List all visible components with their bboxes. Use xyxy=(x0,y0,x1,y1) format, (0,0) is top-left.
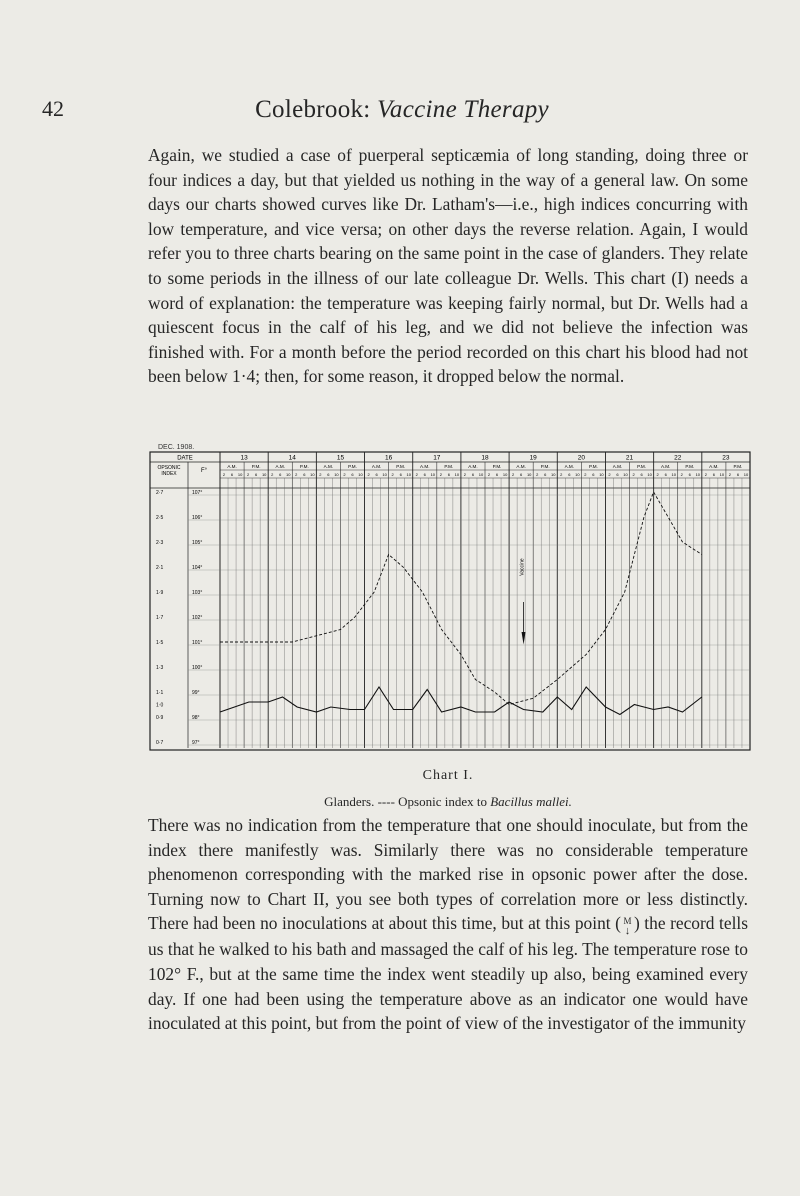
hour-label: 6 xyxy=(351,472,354,477)
hour-label: 2 xyxy=(319,472,322,477)
paragraph-discussion-tail: the record tells us that he walked to his bath and massaged the calf of his leg. The temperature rose to 102° F., but at the same time the index went steadily up also, being examined every day. If one had been using the temperature above as an indicator one would have inoculated at this point, but from the point of view of the investigator of the immunity xyxy=(148,913,749,1034)
ampm-label: A.M. xyxy=(660,464,671,469)
hour-label: 6 xyxy=(303,472,306,477)
hour-label: 10 xyxy=(430,472,436,477)
hour-label: 6 xyxy=(616,472,619,477)
ampm-label: A.M. xyxy=(371,464,382,469)
hour-label: 10 xyxy=(334,472,339,477)
hour-label: 2 xyxy=(463,472,467,477)
hour-label: 6 xyxy=(544,472,547,477)
hour-label: 10 xyxy=(599,472,604,477)
hour-label: 2 xyxy=(487,472,491,477)
hour-label: 6 xyxy=(688,472,691,477)
date-label: 23 xyxy=(722,454,730,462)
ampm-label: P.M. xyxy=(444,464,454,469)
legend-organism: Bacillus mallei. xyxy=(490,794,572,809)
ampm-label: A.M. xyxy=(564,464,575,469)
hour-label: 6 xyxy=(640,472,643,477)
hour-label: 10 xyxy=(406,472,411,477)
hour-label: 2 xyxy=(391,472,394,477)
hour-label: 2 xyxy=(632,472,635,477)
temp-tick: 106° xyxy=(192,515,203,521)
hour-label: 2 xyxy=(680,472,683,477)
date-label: 19 xyxy=(529,454,537,462)
hour-label: 2 xyxy=(536,472,539,477)
vaccine-arrowhead xyxy=(522,632,526,645)
ampm-label: A.M. xyxy=(612,464,623,469)
opsonic-tick: 0·7 xyxy=(156,740,164,746)
hour-label: 6 xyxy=(712,472,715,477)
temp-tick: 104° xyxy=(192,565,203,571)
hour-label: 10 xyxy=(261,472,267,477)
opsonic-tick: 2·3 xyxy=(156,540,164,546)
glanders-chart xyxy=(150,444,750,752)
ampm-label: P.M. xyxy=(299,464,309,469)
ampm-label: P.M. xyxy=(588,464,598,469)
ampm-label: P.M. xyxy=(540,464,550,469)
legend-prefix: Glanders. xyxy=(324,794,375,809)
opsonic-header-2: INDEX xyxy=(161,471,177,477)
ampm-label: A.M. xyxy=(323,464,334,469)
date-label: 20 xyxy=(577,454,585,462)
temp-tick: 99° xyxy=(192,690,200,696)
paragraph-discussion: There was no indication from the temperature that one should inoculate, but from the index there manifestly was. Similarly there was no considerable temperature phenomenon corresponding with the marked rise in opsonic power after the dose. Turning now to Chart II, you see both types of correlation more or less distinctly. There had been no inoculations at about this time, but at this point ( M ↓ ) the record tells us that he walked to his bath and massaged the calf of his leg. The temperature rose to 102° F., but at the same time the index went steadily up also, being examined every day. If one had been using the temperature above as an indicator one would have inoculated at this point, but from the point of view of the investigator of the immunity xyxy=(148,815,749,1034)
opsonic-tick: 1·3 xyxy=(156,665,164,671)
date-label: 18 xyxy=(481,454,489,462)
chart-caption: Chart I. xyxy=(422,768,474,783)
hour-label: 6 xyxy=(230,472,234,477)
hour-label: 10 xyxy=(286,472,291,477)
ampm-label: A.M. xyxy=(227,464,237,469)
hour-label: 10 xyxy=(382,472,387,477)
hour-label: 6 xyxy=(447,472,450,477)
ampm-label: P.M. xyxy=(685,464,695,469)
temp-tick: 98° xyxy=(192,715,200,721)
temp-tick: 107° xyxy=(192,490,203,496)
hour-label: 2 xyxy=(415,472,418,477)
hour-label: 6 xyxy=(471,472,475,477)
ampm-label: A.M. xyxy=(468,464,478,469)
ampm-label: P.M. xyxy=(251,464,261,469)
temp-tick: 100° xyxy=(192,665,203,671)
hour-label: 2 xyxy=(343,472,346,477)
chart-legend xyxy=(148,794,748,810)
hour-label: 10 xyxy=(719,472,725,477)
hour-label: 2 xyxy=(584,472,587,477)
opsonic-tick: 1·0 xyxy=(156,702,164,709)
month-label: DEC. 1908. xyxy=(158,444,195,451)
hour-label: 10 xyxy=(743,472,749,477)
running-head-title: Vaccine Therapy xyxy=(377,96,549,123)
hour-label: 10 xyxy=(310,472,315,477)
hour-label: 2 xyxy=(560,472,563,477)
hour-label: 2 xyxy=(656,472,659,477)
hour-label: 10 xyxy=(575,472,580,477)
date-label: 14 xyxy=(288,454,296,462)
opsonic-tick: 2·5 xyxy=(156,515,164,521)
hour-label: 2 xyxy=(728,472,732,477)
hour-label: 10 xyxy=(358,472,363,477)
hour-label: 6 xyxy=(520,472,523,477)
ampm-label: P.M. xyxy=(637,464,647,469)
temp-header: F° xyxy=(200,468,208,474)
hour-label: 6 xyxy=(736,472,740,477)
hour-label: 2 xyxy=(246,472,250,477)
running-head xyxy=(42,96,762,124)
ampm-label: A.M. xyxy=(420,464,430,469)
paragraph-discussion-text: There was no indication from the temperature that one should inoculate, but from the index there manifestly was. Similarly there was no considerable temperature phenomenon corresponding with the marked rise in opsonic power after the dose. Turning now to Chart II, you see both types of correlation more or less distinctly. There had been no inoculations at about this time, but at this point xyxy=(148,815,748,934)
ampm-label: P.M. xyxy=(733,464,743,469)
hour-label: 6 xyxy=(664,472,667,477)
hour-label: 6 xyxy=(399,472,402,477)
page-number: 42 xyxy=(42,96,64,121)
hour-label: 2 xyxy=(367,472,370,477)
opsonic-tick: 2·1 xyxy=(156,565,164,571)
hour-label: 10 xyxy=(526,472,532,477)
ampm-label: P.M. xyxy=(492,464,502,469)
opsonic-tick: 1·1 xyxy=(156,690,164,696)
hour-label: 2 xyxy=(222,472,226,477)
chart-figure xyxy=(150,444,750,752)
hour-label: 2 xyxy=(704,472,707,477)
opsonic-tick: 1·7 xyxy=(156,615,164,621)
date-label: 17 xyxy=(433,454,441,462)
paragraph-intro: Again, we studied a case of puerperal septicæmia of long standing, doing three or four indices a day, but that yielded us nothing in the way of a general law. On some days our charts showed curves like Dr. Latham's—i.e., high indices concurring with low temperature, and vice versa; on other days the reverse relation. Again, I would refer you to three charts bearing on the same point in the case of glanders. They relate to some periods in the illness of our late colleague Dr. Wells. This chart (I) needs a word of explanation: the temperature was keeping fairly normal, but Dr. Wells had a quiescent focus in the calf of his leg, and we did not believe the infection was finished with. For a month before the period recorded on this chart his blood had not been below 1·4; then, for some reason, it dropped below the normal. xyxy=(148,145,748,387)
ampm-label: A.M. xyxy=(516,464,526,469)
hour-label: 6 xyxy=(423,472,426,477)
running-head-author: Colebrook: xyxy=(255,96,371,123)
hour-label: 10 xyxy=(671,472,676,477)
opsonic-tick: 1·9 xyxy=(156,590,164,596)
hour-label: 2 xyxy=(511,472,515,477)
temp-tick: 97° xyxy=(192,740,200,746)
date-label: 21 xyxy=(625,454,634,462)
hour-label: 6 xyxy=(327,472,330,477)
hour-label: 10 xyxy=(502,472,508,477)
date-label: 22 xyxy=(674,454,682,462)
opsonic-header: OPSONIC xyxy=(157,465,181,471)
temp-tick: 103° xyxy=(192,590,203,596)
hour-label: 10 xyxy=(551,472,556,477)
ampm-label: P.M. xyxy=(396,464,406,469)
legend-dash: ---- xyxy=(377,794,395,809)
hour-label: 2 xyxy=(271,472,274,477)
temp-tick: 105° xyxy=(192,540,203,546)
inline-m-marker: M ↓ xyxy=(623,916,632,938)
temp-tick: 101° xyxy=(192,640,203,646)
hour-label: 2 xyxy=(295,472,298,477)
hour-label: 10 xyxy=(695,472,701,477)
hour-label: 10 xyxy=(478,472,484,477)
opsonic-tick: 0·9 xyxy=(156,715,164,721)
date-label: 13 xyxy=(240,454,248,462)
hour-label: 10 xyxy=(647,472,652,477)
ampm-label: A.M. xyxy=(275,464,285,469)
hour-label: 10 xyxy=(454,472,460,477)
temp-tick: 102° xyxy=(192,615,203,621)
hour-label: 2 xyxy=(439,472,442,477)
opsonic-tick: 1·5 xyxy=(156,640,164,646)
ampm-label: P.M. xyxy=(348,464,357,469)
hour-label: 6 xyxy=(375,472,378,477)
hour-label: 6 xyxy=(568,472,571,477)
date-label: 16 xyxy=(385,454,393,462)
hour-label: 10 xyxy=(237,472,243,477)
hour-label: 6 xyxy=(592,472,595,477)
hour-label: 2 xyxy=(608,472,611,477)
legend-text: Opsonic index to xyxy=(398,794,487,809)
date-label: 15 xyxy=(336,454,345,462)
ampm-label: A.M. xyxy=(709,464,719,469)
hour-label: 10 xyxy=(623,472,628,477)
hour-label: 6 xyxy=(495,472,499,477)
date-header: DATE xyxy=(177,455,193,462)
hour-label: 6 xyxy=(255,472,258,477)
vaccine-label: Vaccine xyxy=(519,558,526,576)
opsonic-tick: 2·7 xyxy=(156,490,164,496)
hour-label: 6 xyxy=(279,472,282,477)
